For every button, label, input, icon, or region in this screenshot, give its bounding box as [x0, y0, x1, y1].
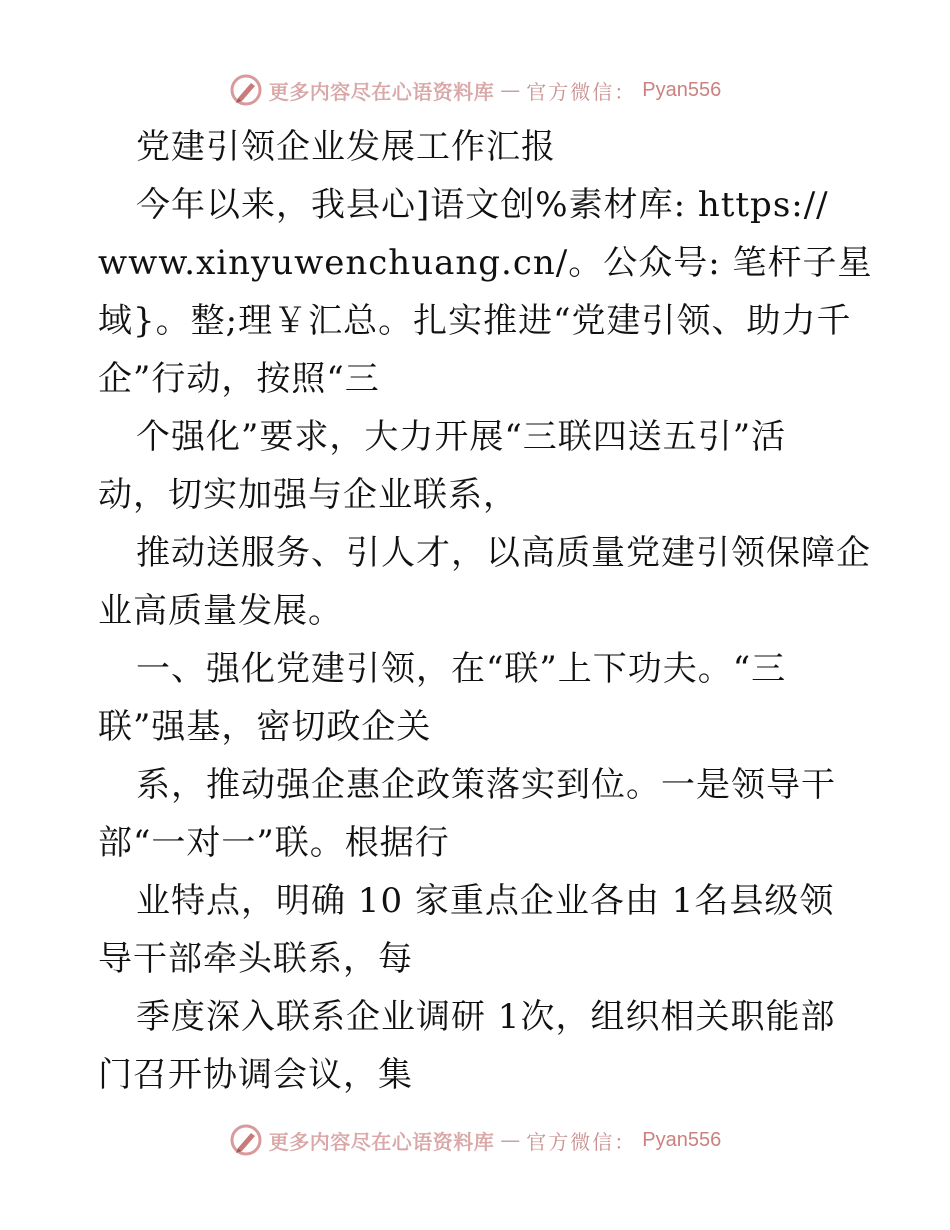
section-heading-line: 一、强化党建引领，在“联”上下功夫。“三	[136, 649, 787, 689]
text-line: 企”行动，按照“三	[98, 359, 380, 399]
watermark-wechat-id: Pyan556	[642, 78, 722, 101]
document-title: 党建引领企业发展工作汇报	[136, 127, 556, 167]
text-line: www.xinyuwenchuang.cn/。公众号: 笔杆子星	[98, 243, 873, 283]
text-line: 季度深入联系企业调研 1次，组织相关职能部	[136, 997, 836, 1037]
header-watermark	[0, 70, 950, 110]
text-line: 今年以来，我县心]语文创%素材库: https://	[136, 185, 829, 225]
watermark-sub-text: 官方微信：	[526, 79, 637, 104]
watermark-sub-text: 官方微信：	[526, 1129, 637, 1154]
watermark-wechat-id: Pyan556	[642, 1128, 722, 1151]
text-line: 业特点，明确 10 家重点企业各由 1名县级领	[136, 881, 835, 921]
document-body	[98, 118, 873, 1104]
watermark-dash: —	[500, 78, 521, 102]
footer-watermark	[0, 1120, 950, 1160]
watermark-main-text: 更多内容尽在心语资料库	[268, 1129, 495, 1154]
text-line: 门召开协调会议，集	[98, 1055, 413, 1095]
text-line: 个强化”要求，大力开展“三联四送五引”活	[136, 417, 787, 457]
text-line: 域}。整;理￥汇总。扎实推进“党建引领、助力千	[98, 301, 852, 341]
text-line: 动，切实加强与企业联系，	[98, 475, 518, 515]
text-line: 业高质量发展。	[98, 591, 343, 631]
text-line: 推动送服务、引人才，以高质量党建引领保障企	[136, 533, 871, 573]
pen-logo-icon	[229, 73, 263, 107]
text-line: 导干部牵头联系，每	[98, 939, 413, 979]
text-line: 系，推动强企惠企政策落实到位。一是领导干	[136, 765, 836, 805]
watermark-main-text: 更多内容尽在心语资料库	[268, 79, 495, 104]
pen-logo-icon	[229, 1123, 263, 1157]
watermark-dash: —	[500, 1128, 521, 1152]
text-line: 联”强基，密切政企关	[98, 707, 432, 747]
text-line: 部“一对一”联。根据行	[98, 823, 450, 863]
